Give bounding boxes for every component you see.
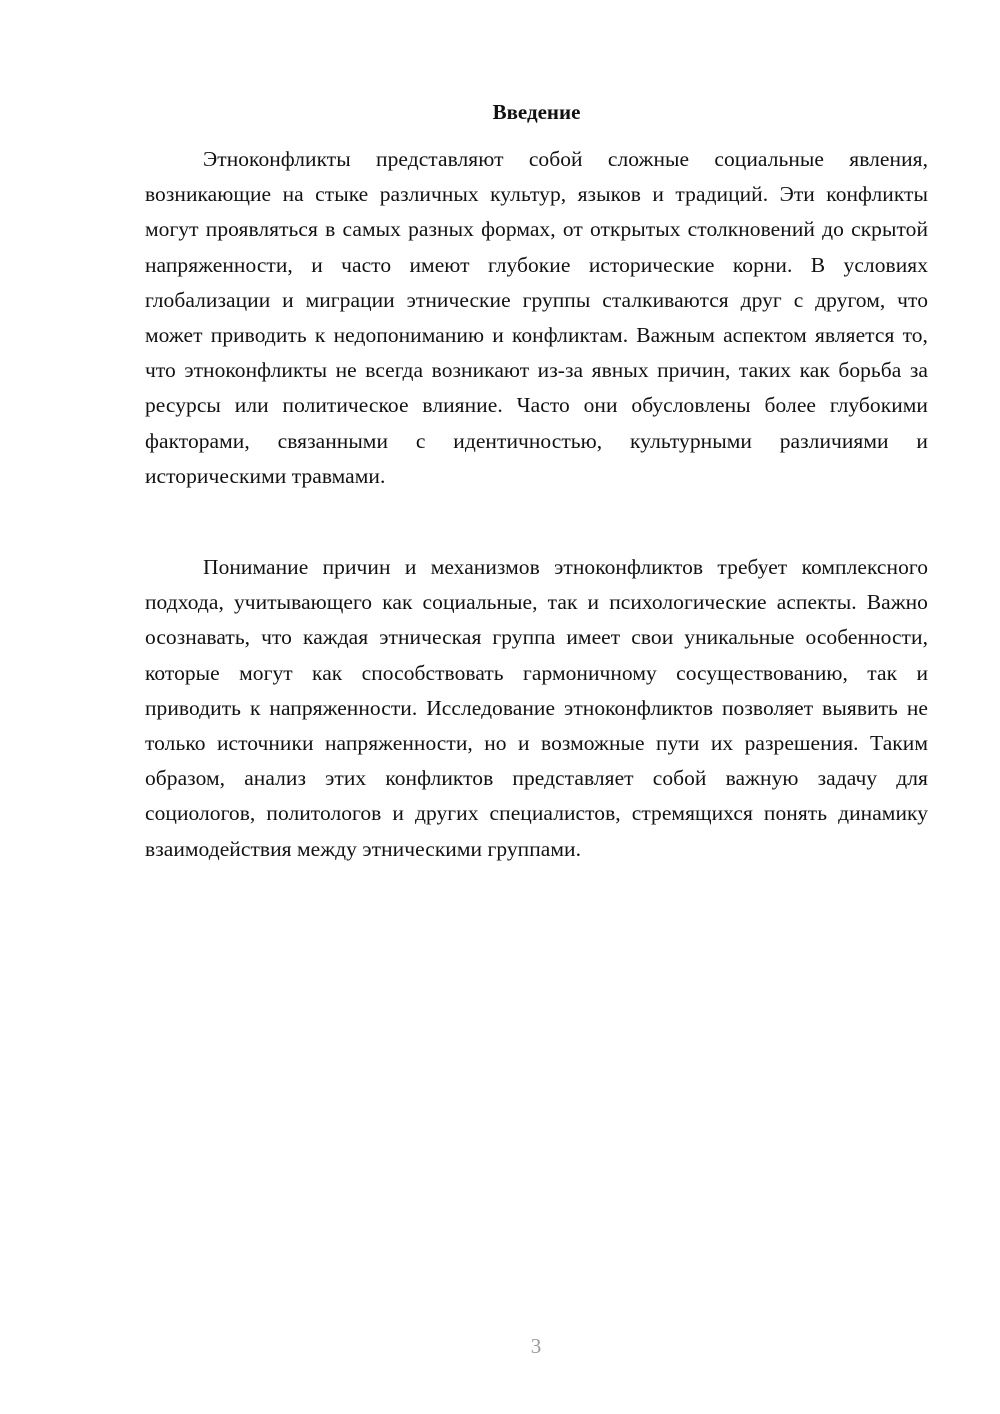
paragraph-1: Этноконфликты представляют собой сложные социальные явления, возникающие на стыке различных культур, языков и традиций. Эти конфликты могут проявляться в самых разных формах, от открытых столкновений до скрытой напряженности, и часто имеют глубокие исторические корни. В условиях глобализации и миграции этнические группы сталкиваются друг с другом, что может приводить к недопониманию и конфликтам. Важным аспектом является то, что этноконфликты не всегда возникают из-за явных причин, таких как борьба за ресурсы или политическое влияние. Часто они обусловлены более глубокими факторами, связанными с идентичностью, культурными различиями и историческими травмами. xyxy=(145,147,928,488)
paragraph-2: Понимание причин и механизмов этноконфликтов требует комплексного подхода, учитывающего как социальные, так и психологические аспекты. Важно осознавать, что каждая этническая группа имеет свои уникальные особенности, которые могут как способствовать гармоничному сосуществованию, так и приводить к напряженности. Исследование этноконфликтов позволяет выявить не только источники напряженности, но и возможные пути их разрешения. Таким образом, анализ этих конфликтов представляет собой важную задачу для социологов, политологов и других специалистов, стремящихся понять динамику взаимодействия между этническими группами. xyxy=(145,555,928,861)
page-number: 3 xyxy=(530,1334,542,1358)
section-heading: Введение xyxy=(492,100,581,124)
